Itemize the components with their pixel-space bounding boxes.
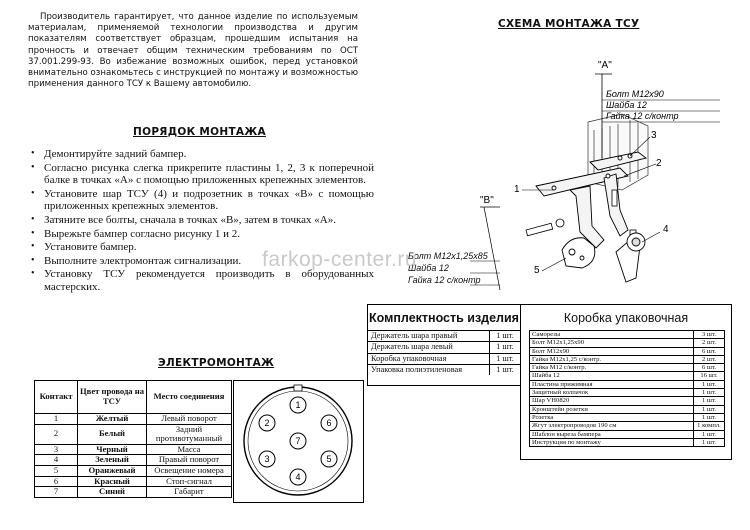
socket-pin-3: 3 xyxy=(264,454,270,464)
assembly-step: • Затяните все болты, сначала в точках «В», затем в точках «А». xyxy=(44,214,374,227)
kit-contents-box xyxy=(367,304,521,386)
table-row: Болт М12х90 6 шт. xyxy=(530,347,725,355)
table-row: Гайка М12 с/контр. 6 шт. xyxy=(530,364,725,372)
warranty-text: Производитель гарантирует, что данное изделие по используемым материалам, применяемой технологии производства и другим показателям соответствует образцам, прошедшим испытания на прочность и отвечает общим техническим требованиям по ОСТ 37.001.299-93. Во избежание возможных ошибок, перед установкой внимательно ознакомьтесь с инструкцией по монтажу и возможностью применения данного ТСУ к Вашему автомобилю. xyxy=(28,12,358,90)
assembly-step: • Установите бампер. xyxy=(44,241,374,254)
kit-table xyxy=(368,331,520,375)
table-row: 5 Оранжевый Освещение номера xyxy=(35,465,232,476)
table-row: Кронштейн розетки 1 шт. xyxy=(530,405,725,413)
table-row: 7 Синий Габарит xyxy=(35,487,232,498)
table-row: Шаблон выреза бампера 1 шт. xyxy=(530,430,725,438)
electrical-title: ЭЛЕКТРОМОНТАЖ xyxy=(158,357,275,369)
point-a-label: "А" xyxy=(598,60,612,71)
table-row: Держатель шара правый 1 шт. xyxy=(368,331,520,342)
assembly-step: • Установку ТСУ рекомендуется производить в оборудованных мастерских. xyxy=(44,268,374,293)
assembly-step: • Согласно рисунка слегка прикрепите пластины 1, 2, 3 к поперечной балке в точках «А» с помощью приложенных крепежных элементов. xyxy=(44,162,374,187)
package-contents-box xyxy=(520,304,732,460)
table-row: Упаковка полиэтиленовая 1 шт. xyxy=(368,364,520,375)
assembly-step: • Вырежьте бампер согласно рисунку 1 и 2. xyxy=(44,228,374,241)
socket-pin-7: 7 xyxy=(295,436,301,446)
b-fastener-nut: Гайка 12 с/контр xyxy=(408,275,481,285)
table-row: Шар VH0820 1 шт. xyxy=(530,397,725,405)
part-number-1: 1 xyxy=(514,184,520,195)
point-b-label: "В" xyxy=(480,195,494,206)
table-row: Пластина прижимная 1 шт. xyxy=(530,380,725,388)
package-title: Коробка упаковочная xyxy=(563,311,689,325)
table-row: 3 Черный Масса xyxy=(35,444,232,455)
kit-title: Комплектность изделия xyxy=(368,305,520,331)
table-row: Держатель шара левый 1 шт. xyxy=(368,342,520,353)
socket-bracket xyxy=(562,238,595,268)
header-connection: Место соединения xyxy=(147,381,232,414)
table-row: Болт М12х1,25х90 2 шт. xyxy=(530,339,725,347)
electrical-table xyxy=(34,380,232,498)
table-row: 4 Зеленый Правый поворот xyxy=(35,455,232,466)
table-row: Защитный колпачок 1 шт. xyxy=(530,389,725,397)
socket-pin-5: 5 xyxy=(326,454,332,464)
part-number-2: 2 xyxy=(656,158,662,169)
table-header-row xyxy=(35,381,232,414)
socket-pin-1: 1 xyxy=(295,400,301,410)
table-row: Инструкция по монтажу 1 шт. xyxy=(530,438,725,446)
table-row: Коробка упаковочная 1 шт. xyxy=(368,353,520,364)
table-row: Розетка 1 шт. xyxy=(530,413,725,421)
a-fastener-bolt: Болт М12х90 xyxy=(606,89,664,99)
a-fastener-nut: Гайка 12 с/контр xyxy=(606,111,679,121)
part-number-4: 4 xyxy=(663,224,669,235)
installation-diagram xyxy=(470,40,740,302)
socket-diagram-box xyxy=(233,380,364,503)
assembly-step: • Демонтируйте задний бампер. xyxy=(44,148,374,161)
socket-pin-2: 2 xyxy=(264,418,270,428)
table-row: Саморезы 3 шт. xyxy=(530,331,725,339)
watermark: farkop-center.ru xyxy=(262,248,418,271)
table-row: 1 Желтый Левый поворот xyxy=(35,414,232,425)
a-fastener-washer: Шайба 12 xyxy=(606,100,647,110)
table-row: 6 Красный Стоп-сигнал xyxy=(35,476,232,487)
b-fastener-washer: Шайба 12 xyxy=(408,263,449,273)
assembly-step: • Установите шар ТСУ (4) и подрозетник в точках «В» с помощью приложенных крепежных элементов. xyxy=(44,188,374,213)
table-row: Гайка М12х1,25 с/контр. 2 шт. xyxy=(530,355,725,363)
header-wire-color: Цвет провода на ТСУ xyxy=(78,381,147,414)
table-row: 2 Белый Задний противотуманный xyxy=(35,424,232,444)
assembly-step: • Выполните электромонтаж сигнализации. xyxy=(44,255,374,268)
socket-pin-4: 4 xyxy=(295,472,301,482)
assembly-title: ПОРЯДОК МОНТАЖА xyxy=(133,126,266,138)
b-fastener-bolt: Болт М12х1,25х85 xyxy=(408,251,488,261)
part-number-3: 3 xyxy=(651,130,657,141)
table-row: Шайба 12 16 шт. xyxy=(530,372,725,380)
socket-diagram xyxy=(234,381,363,502)
part-number-5: 5 xyxy=(534,265,540,276)
diagram-title: СХЕМА МОНТАЖА ТСУ xyxy=(498,18,640,30)
socket-pin-6: 6 xyxy=(326,418,332,428)
package-table xyxy=(529,330,725,447)
assembly-steps xyxy=(30,148,374,295)
tow-ball xyxy=(616,233,645,282)
b-fastener-list xyxy=(408,250,488,286)
table-row: Жгут электропроводов 190 см 1 компл. xyxy=(530,422,725,430)
header-contact: Контакт xyxy=(35,381,78,414)
